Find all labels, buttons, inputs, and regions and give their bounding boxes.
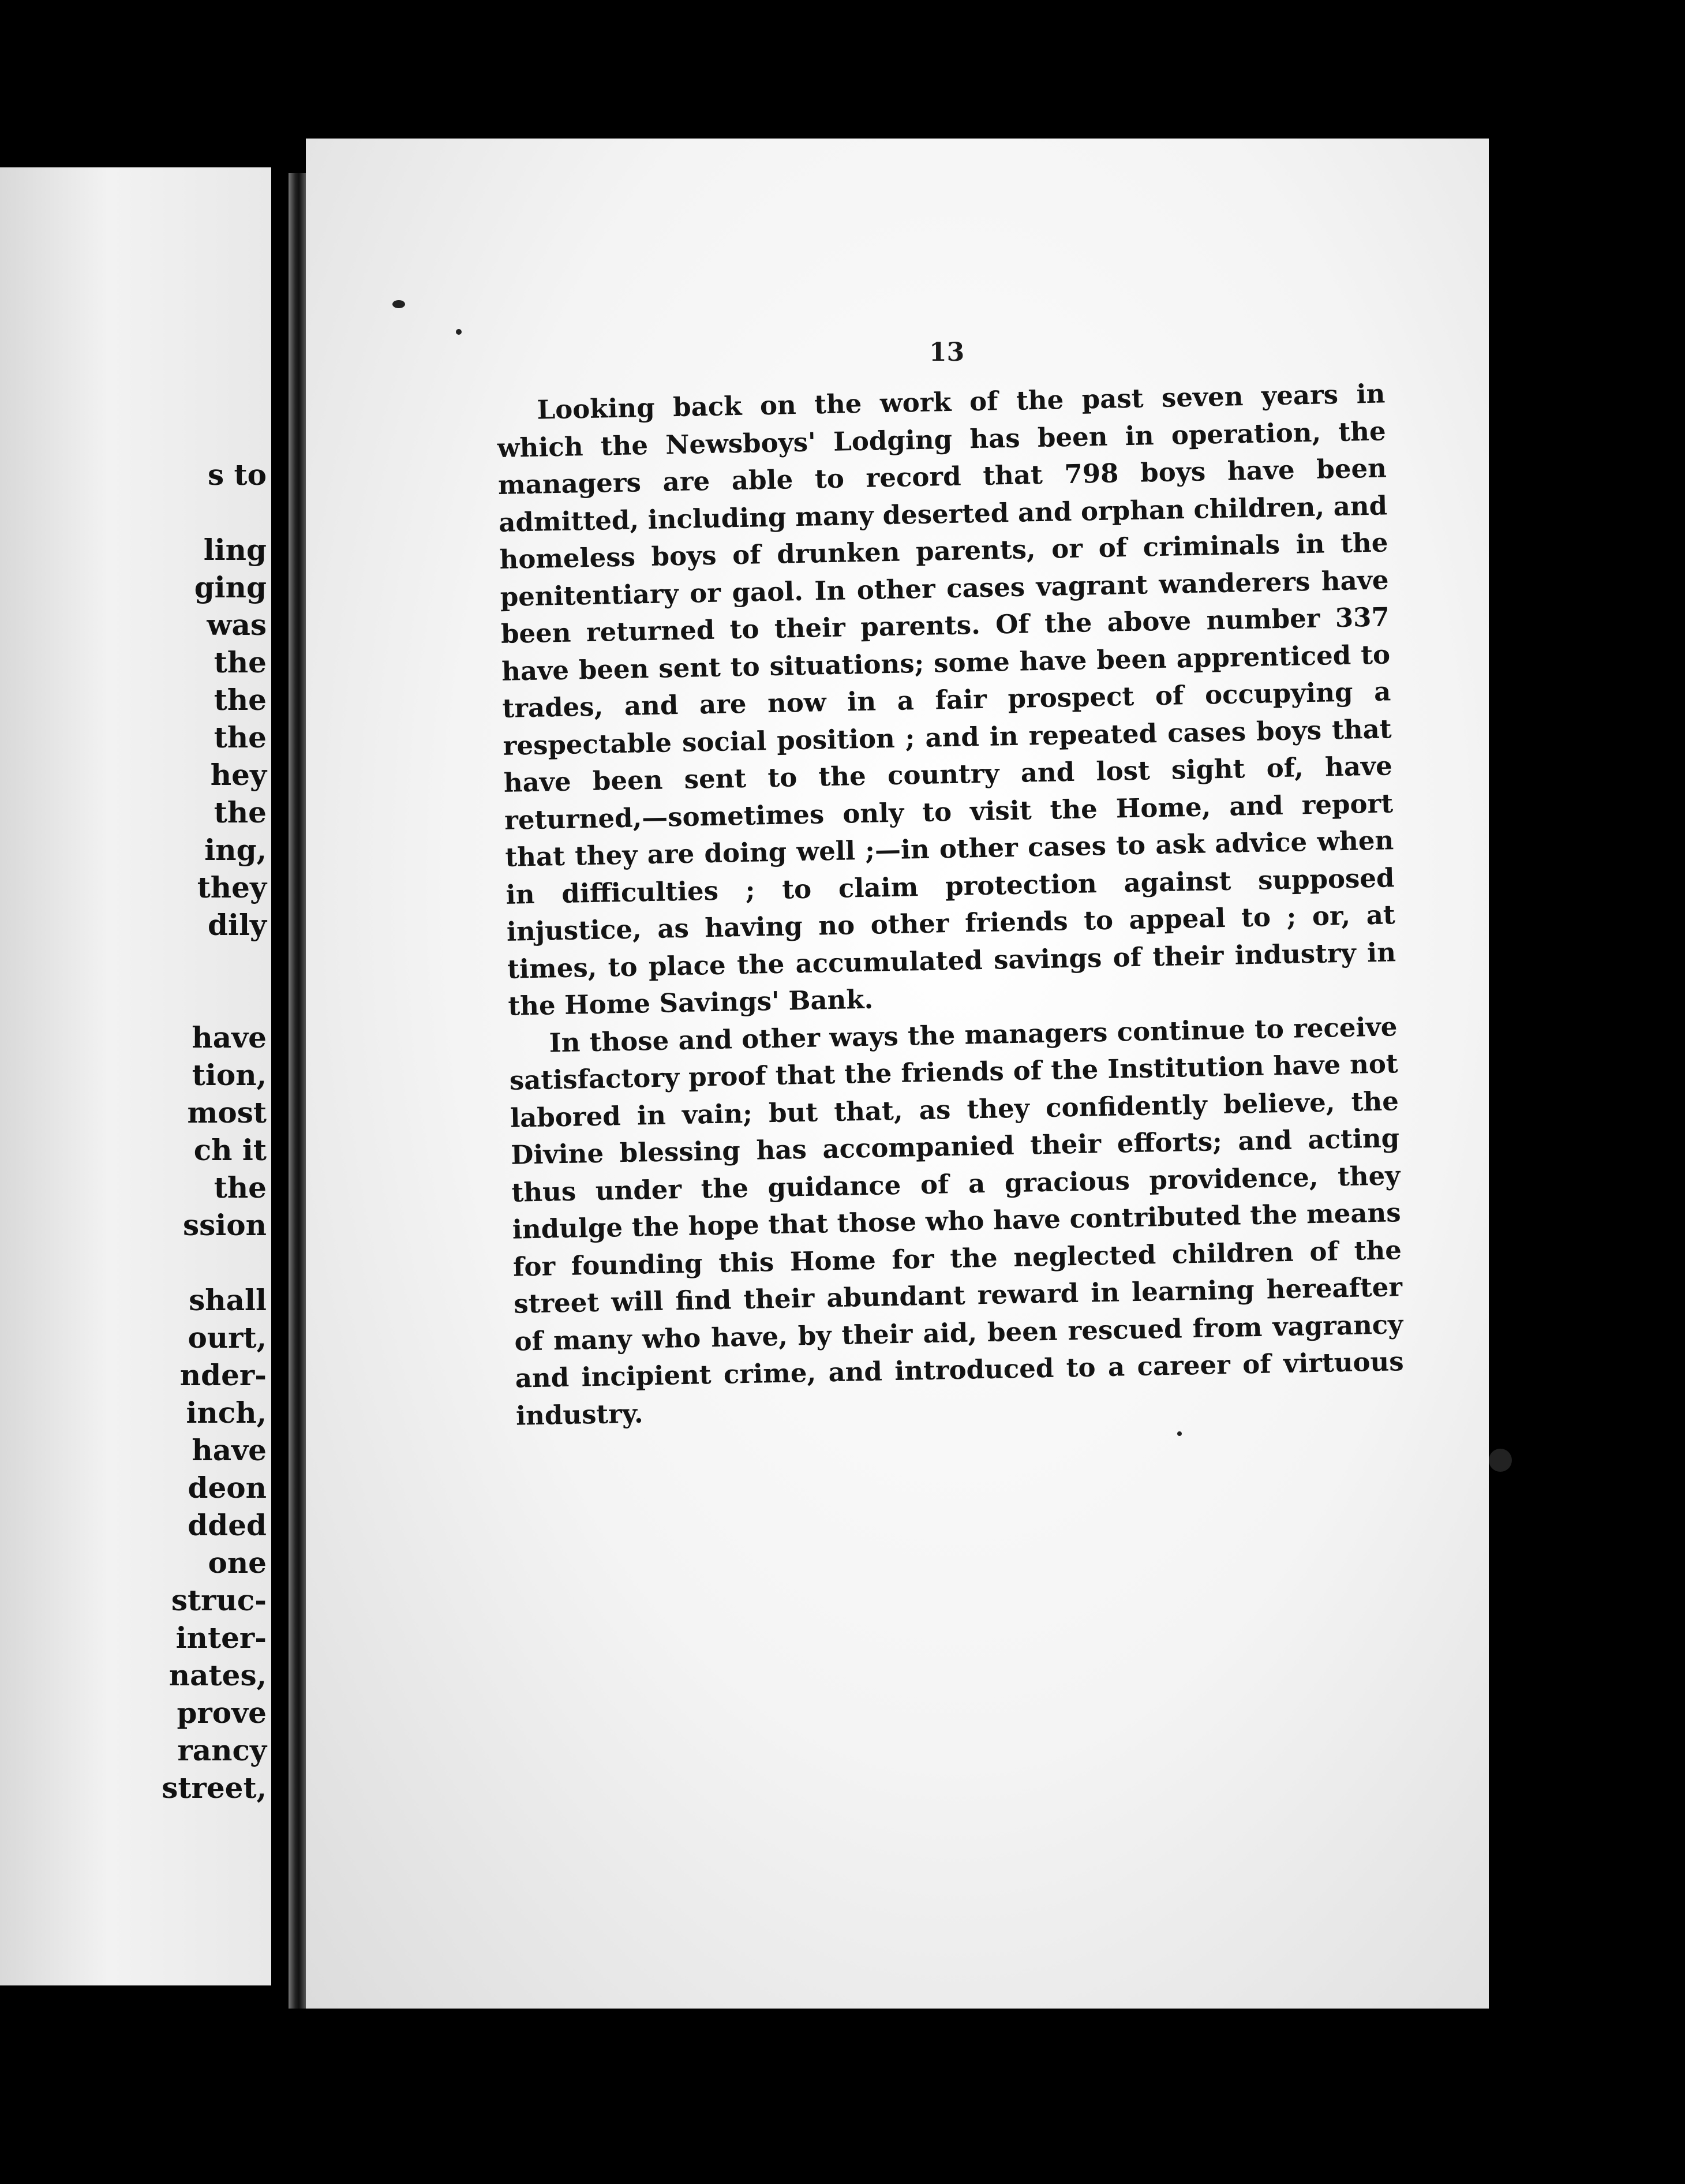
previous-page-line: prove [177,1696,267,1730]
previous-page-text [162,456,267,1807]
previous-page-line: nder- [179,1358,267,1392]
previous-page-line: one [208,1546,267,1580]
previous-page-line: they [197,870,267,904]
previous-page-line: shall [189,1283,267,1317]
previous-page-line: deon [188,1471,267,1505]
paragraph-2: In those and other ways the managers continue to receive satisfactory proof that the friends of the Institution have not labored in vain; but that, as they confidently believe, the Divine blessing has accompanied their efforts; and acting thus under the guidance of a gracious providence, they indulge the hope that those who have contributed the means for founding this Home for the neglected children of the street will find their abundant reward in learning hereafter of many who have, by their aid, been rescued from vagrancy and incipient crime, and introduced to a career of virtuous industry. [509,1011,1405,1431]
previous-page-line: tion, [192,1058,267,1092]
previous-page-line: nates, [168,1658,267,1692]
previous-page-line: street, [162,1771,267,1805]
previous-page-line: was [207,608,267,642]
previous-page-line: ssion [183,1208,267,1242]
page-body [496,375,1405,1434]
previous-page-gap [162,944,267,1019]
previous-page-line: s to [207,458,267,492]
previous-page-line: ging [194,570,267,604]
previous-page-line: the [214,720,267,754]
previous-page-line: dded [188,1508,267,1542]
previous-page-line: inter- [175,1621,267,1655]
ink-speck [1489,1449,1512,1472]
previous-page-line: ch it [193,1133,267,1167]
previous-page-line: ourt, [188,1321,267,1355]
previous-page-line: the [214,795,267,829]
previous-page-line: the [214,645,267,679]
ink-speck [392,300,405,308]
previous-page-line: the [214,683,267,717]
paragraph-1: Looking back on the work of the past seven years in which the Newsboys' Lodging has been in operation, the managers are able to record that 798 boys have been admitted, including many deserted and orphan children, and homeless boys of drunken parents, or of criminals in the penitentiary or gaol. In other cases vagrant wanderers have been returned to their parents. Of the above number 337 have been sent to situations; some have been apprenticed to trades, and are now in a fair prospect of occupying a respectable social position ; and in repeated cases boys that have been sent to the country and lost sight of, have returned,—sometimes only to visit the Home, and report that they are doing well ;—in other cases to ask advice when in difficulties ; to claim protection against supposed injustice, as having no other friends to appeal to ; or, at times, to place the accumulated savings of their industry in the Home Savings' Bank. [497,378,1396,1022]
previous-page-line: have [192,1433,267,1467]
previous-page-line [162,1244,267,1281]
page-number: 13 [929,338,965,367]
previous-page [0,167,271,1985]
previous-page-line: dily [207,908,267,942]
previous-page-line: most [187,1095,267,1130]
previous-page-line: struc- [171,1583,267,1617]
previous-page-line: hey [210,758,267,792]
book-page [306,139,1489,2009]
book-gutter [289,173,306,2009]
previous-page-line: rancy [177,1733,267,1767]
previous-page-line: ling [203,533,267,567]
previous-page-line [162,493,267,531]
previous-page-line: the [214,1170,267,1205]
ink-speck [1177,1431,1182,1436]
previous-page-line: ing, [204,833,267,867]
previous-page-line: have [192,1020,267,1054]
ink-speck [456,329,462,335]
previous-page-line: inch, [186,1396,267,1430]
